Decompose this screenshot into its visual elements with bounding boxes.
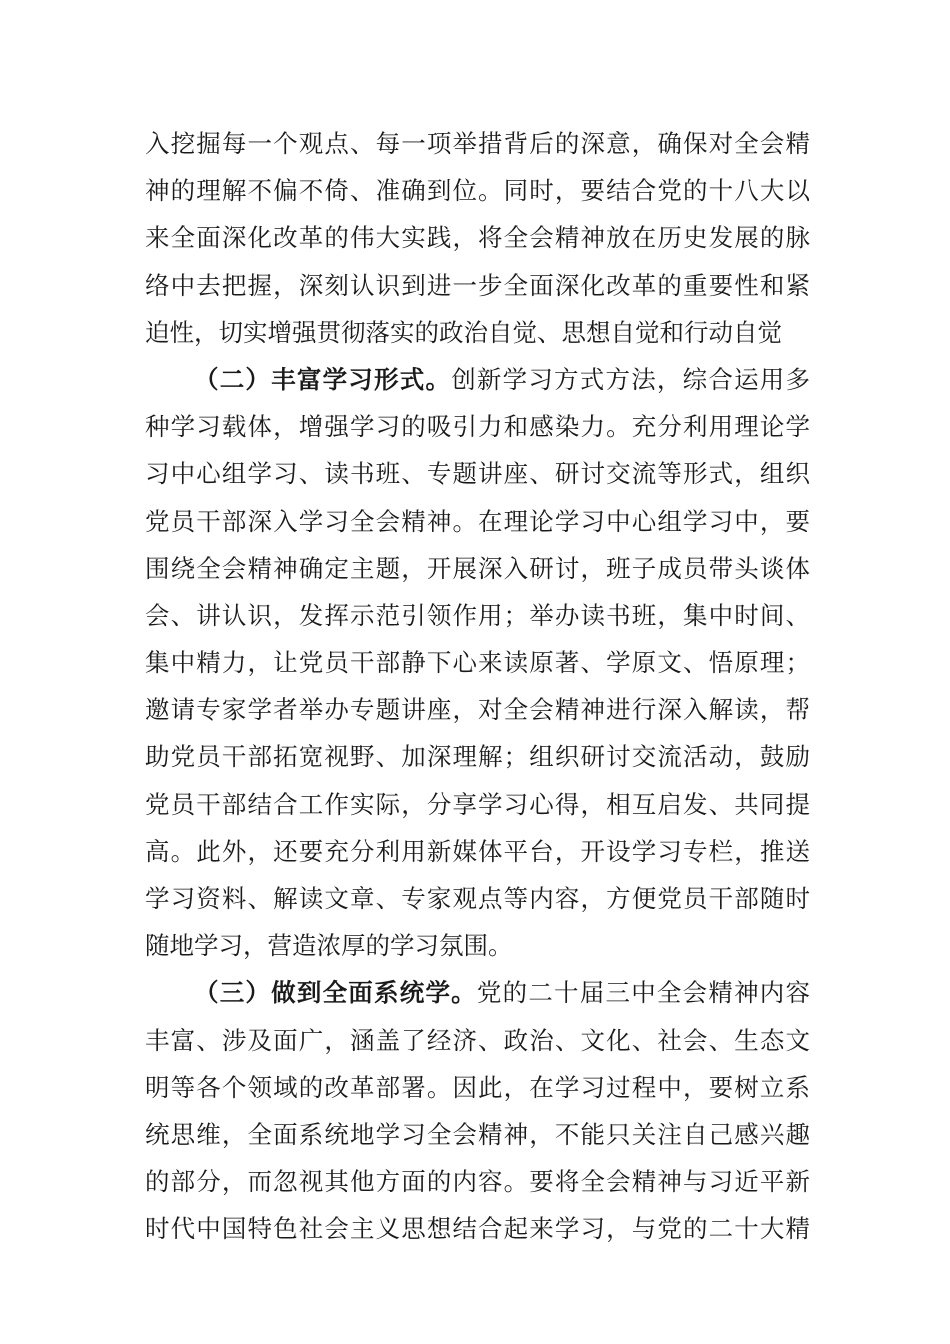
text-line: 随地学习，营造浓厚的学习氛围。 [145,931,513,961]
text-run: 党的二十届三中全会精神内容 [476,978,810,1008]
text-line: 络中去把握，深刻认识到进一步全面深化改革的重要性和紧 [145,270,810,300]
text-line: 丰富、涉及面广，涵盖了经济、政治、文化、社会、生态文 [145,1025,810,1055]
paragraph-first-line [145,969,810,1016]
section-heading: （二）丰富学习形式。 [194,364,452,394]
text-line: 围绕全会精神确定主题，开展深入研讨，班子成员带头谈体 [145,553,810,583]
document-body [145,120,810,1253]
text-line: 集中精力，让党员干部静下心来读原著、学原文、悟原理； [145,648,810,678]
text-line: 时代中国特色社会主义思想结合起来学习，与党的二十大精 [145,1214,810,1244]
text-line: 高。此外，还要充分利用新媒体平台，开设学习专栏，推送 [145,836,810,866]
text-line: 党员干部深入学习全会精神。在理论学习中心组学习中，要 [145,506,810,536]
text-line: 明等各个领域的改革部署。因此，在学习过程中，要树立系 [145,1072,810,1102]
text-line: 入挖掘每一个观点、每一项举措背后的深意，确保对全会精 [145,129,810,158]
text-line: 迫性，切实增强贯彻落实的政治自觉、思想自觉和行动自觉 [145,317,782,347]
section-heading: （三）做到全面系统学。 [194,978,477,1008]
text-line: 助党员干部拓宽视野、加深理解；组织研讨交流活动，鼓励 [145,742,810,772]
text-line: 来全面深化改革的伟大实践，将全会精神放在历史发展的脉 [145,223,810,253]
text-line: 统思维，全面系统地学习全会精神，不能只关注自己感兴趣 [145,1119,810,1149]
text-run: 创新学习方式方法，综合运用多 [451,364,810,394]
text-line: 党员干部结合工作实际，分享学习心得，相互启发、共同提 [145,789,810,819]
paragraph-first-line [145,356,810,403]
text-line: 学习资料、解读文章、专家观点等内容，方便党员干部随时 [145,884,810,913]
text-line: 种学习载体，增强学习的吸引力和感染力。充分利用理论学 [145,412,810,442]
text-line: 神的理解不偏不倚、准确到位。同时，要结合党的十八大以 [145,176,810,206]
text-line: 习中心组学习、读书班、专题讲座、研讨交流等形式，组织 [145,459,810,489]
text-line: 的部分，而忽视其他方面的内容。要将全会精神与习近平新 [145,1167,810,1197]
text-line: 会、讲认识，发挥示范引领作用；举办读书班，集中时间、 [145,600,810,630]
text-line: 邀请专家学者举办专题讲座，对全会精神进行深入解读，帮 [145,695,810,725]
